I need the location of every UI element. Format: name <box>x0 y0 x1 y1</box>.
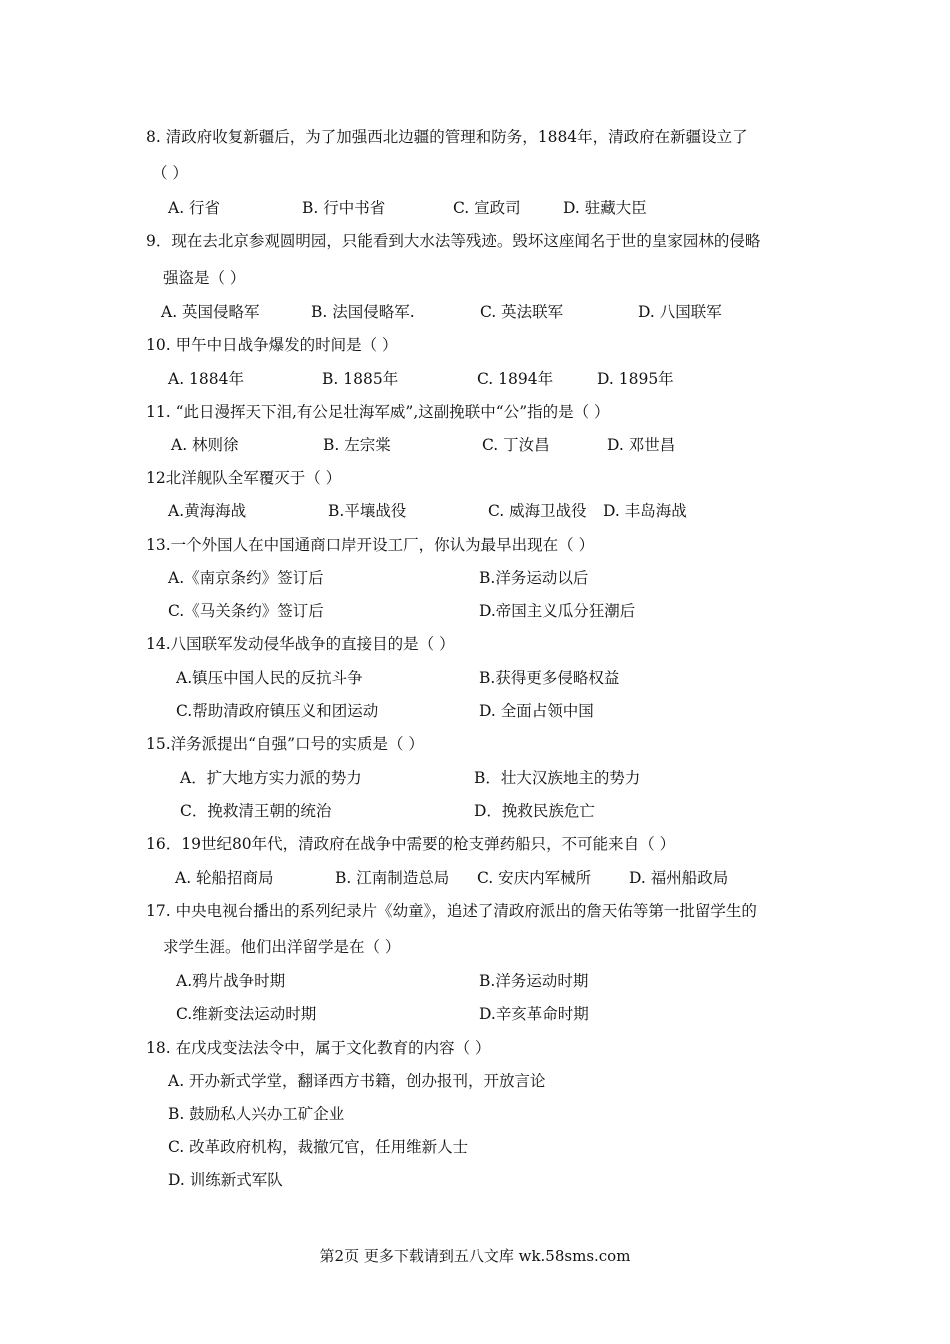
question-stem: 11. “此日漫挥天下泪,有公足壮海军威”,这副挽联中“公”指的是（ ） <box>146 403 610 421</box>
option: A.黄海海战 <box>168 502 247 520</box>
option: B.洋务运动时期 <box>479 972 589 990</box>
question-stem: 17. 中央电视台播出的系列纪录片《幼童》，追述了清政府派出的詹天佑等第一批留学生的 <box>146 902 757 920</box>
question-stem: 16．19世纪80年代，清政府在战争中需要的枪支弹药船只，不可能来自（ ） <box>146 835 676 853</box>
option: A. 轮船招商局 <box>175 869 274 887</box>
question-stem: 10. 甲午中日战争爆发的时间是（ ） <box>146 336 398 354</box>
option: C. 英法联军 <box>480 303 564 321</box>
option: B. 1885年 <box>322 370 399 388</box>
option: D. 八国联军 <box>638 303 722 321</box>
option: D. 邓世昌 <box>607 436 676 454</box>
page-footer: 第2页 更多下载请到五八文库 wk.58sms.com <box>319 1247 631 1265</box>
option: B．壮大汉族地主的势力 <box>474 769 641 787</box>
option: C. 安庆内军械所 <box>477 869 592 887</box>
option: D. 全面占领中国 <box>479 702 594 720</box>
question-stem: 15.洋务派提出“自强”口号的实质是（ ） <box>146 735 424 753</box>
option: D．挽救民族危亡 <box>474 802 595 820</box>
option: B.获得更多侵略权益 <box>479 669 620 687</box>
option: D. 1895年 <box>597 370 674 388</box>
option: B. 鼓励私人兴办工矿企业 <box>168 1105 345 1123</box>
option: D.帝国主义瓜分狂潮后 <box>479 602 636 620</box>
question-stem-continued: 强盗是（ ） <box>163 269 246 287</box>
option: B. 法国侵略军. <box>311 303 415 321</box>
option: A.《南京条约》签订后 <box>168 569 324 587</box>
question-stem: 18. 在戊戌变法法令中，属于文化教育的内容（ ） <box>146 1039 491 1057</box>
question-stem: 14.八国联军发动侵华战争的直接目的是（ ） <box>146 635 455 653</box>
option: A. 行省 <box>168 199 221 217</box>
option: A. 开办新式学堂，翻译西方书籍，创办报刊，开放言论 <box>168 1072 546 1090</box>
option: C.帮助清政府镇压义和团运动 <box>176 702 379 720</box>
option: A.镇压中国人民的反抗斗争 <box>176 669 363 687</box>
option: B.洋务运动以后 <box>479 569 589 587</box>
option: D. 丰岛海战 <box>603 502 687 520</box>
option: D. 驻藏大臣 <box>563 199 647 217</box>
answer-bracket: （ ） <box>152 164 188 182</box>
option: C. 丁汝昌 <box>482 436 550 454</box>
question-stem-continued: 求学生涯。他们出洋留学是在（ ） <box>163 938 401 956</box>
option: A. 英国侵略军 <box>161 303 260 321</box>
option: B. 行中书省 <box>302 199 386 217</box>
option: C. 威海卫战役 <box>488 502 587 520</box>
option: B. 江南制造总局 <box>335 869 450 887</box>
question-stem: 8. 清政府收复新疆后，为了加强西北边疆的管理和防务，1884年，清政府在新疆设立了 <box>146 128 748 146</box>
option: C.《马关条约》签订后 <box>168 602 324 620</box>
option: C.维新变法运动时期 <box>176 1005 317 1023</box>
option: B.平壤战役 <box>328 502 407 520</box>
option: D. 福州船政局 <box>629 869 729 887</box>
question-stem: 9．现在去北京参观圆明园，只能看到大水法等残迹。毁坏这座闻名于世的皇家园林的侵略 <box>146 232 761 250</box>
option: C．挽救清王朝的统治 <box>180 802 332 820</box>
option: C. 宣政司 <box>453 199 521 217</box>
option: C. 改革政府机构，裁撤冗官，任用维新人士 <box>168 1138 469 1156</box>
option: B. 左宗棠 <box>323 436 391 454</box>
option: D. 训练新式军队 <box>168 1171 283 1189</box>
question-stem: 13.一个外国人在中国通商口岸开设工厂，你认为最早出现在（ ） <box>146 536 595 554</box>
question-stem: 12北洋舰队全军覆灭于（ ） <box>146 469 342 487</box>
option: D.辛亥革命时期 <box>479 1005 589 1023</box>
option: A.鸦片战争时期 <box>176 972 286 990</box>
option: A. 林则徐 <box>171 436 239 454</box>
option: C. 1894年 <box>477 370 554 388</box>
option: A. 1884年 <box>168 370 244 388</box>
option: A．扩大地方实力派的势力 <box>180 769 362 787</box>
